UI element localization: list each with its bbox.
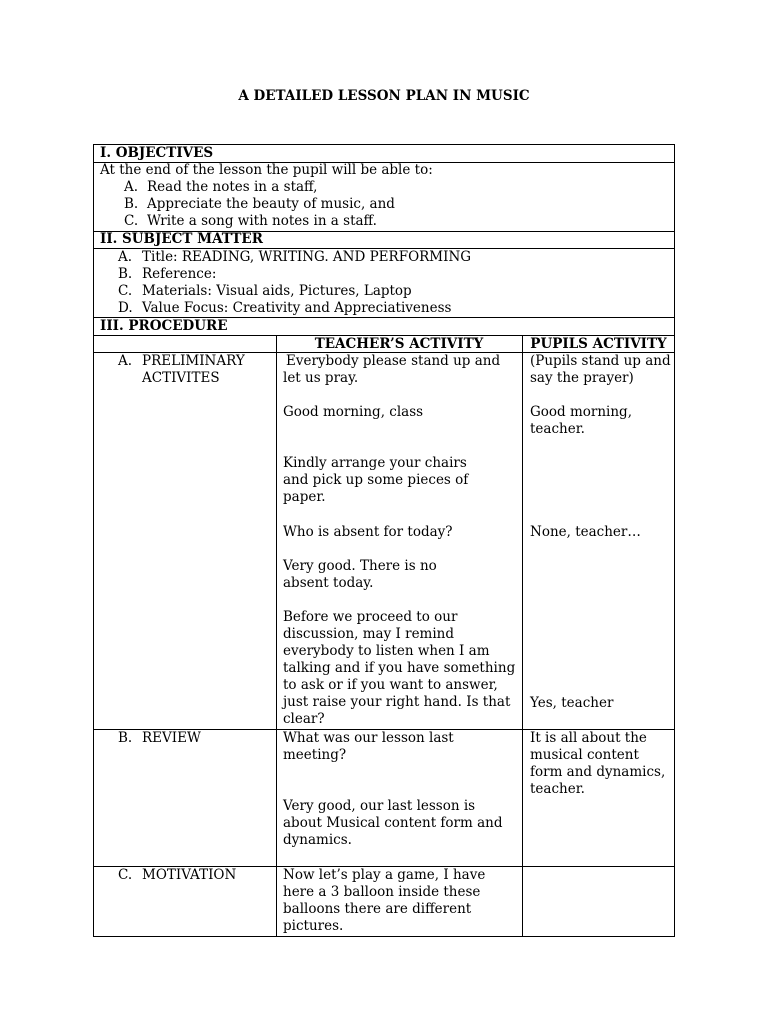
list-letter: A. (124, 179, 139, 195)
teacher-line: Good morning, class (283, 404, 424, 420)
list-letter: C. (118, 283, 133, 299)
teacher-line: Kindly arrange your chairs and pick up some pieces of paper. (283, 455, 469, 505)
section-letter: A. (118, 353, 133, 369)
list-letter: B. (124, 196, 139, 212)
list-letter: D. (118, 300, 133, 316)
pupil-line: Yes, teacher (530, 695, 614, 711)
teacher-line: Very good, our last lesson is about Musical content form and dynamics. (283, 798, 503, 848)
list-letter: C. (124, 213, 139, 229)
section-name: MOTIVATION (142, 867, 237, 883)
pupil-line: Good morning, teacher. (530, 404, 632, 437)
list-item-text: Reference: (142, 266, 217, 282)
list-item-text: Appreciate the beauty of music, and (147, 196, 395, 212)
pupil-line: None, teacher… (530, 524, 641, 540)
column-header-teacher: TEACHER’S ACTIVITY (314, 336, 484, 352)
teacher-line: What was our lesson last meeting? (283, 730, 454, 763)
teacher-line: Now let’s play a game, I have here a 3 balloon inside these balloons there are different pictures. (283, 867, 486, 934)
section-name-cont: ACTIVITES (142, 370, 220, 386)
list-letter: A. (118, 249, 133, 265)
column-header-pupils: PUPILS ACTIVITY (530, 336, 667, 352)
list-item-text: Value Focus: Creativity and Appreciativeness (142, 300, 452, 316)
section-letter: B. (118, 730, 133, 746)
list-item-text: Read the notes in a staff, (147, 179, 318, 195)
objectives-heading: I. OBJECTIVES (100, 145, 214, 161)
teacher-line: Everybody please stand up and let us pray. (283, 353, 501, 386)
teacher-line: Before we proceed to our discussion, may I remind everybody to listen when I am talking and if you have something to ask or if you want to answer, just raise your right hand. Is that clear? (283, 609, 516, 727)
section-name: REVIEW (142, 730, 201, 746)
teacher-line: Very good. There is no absent today. (283, 558, 437, 591)
section-letter: C. (118, 867, 133, 883)
column-divider-2 (522, 335, 523, 937)
pupil-line: (Pupils stand up and say the prayer) (530, 353, 671, 386)
pupil-line: It is all about the musical content form and dynamics, teacher. (530, 730, 666, 797)
procedure-heading: III. PROCEDURE (100, 318, 228, 334)
objectives-intro: At the end of the lesson the pupil will be able to: (100, 162, 433, 178)
subject-matter-heading: II. SUBJECT MATTER (100, 231, 263, 247)
list-item-text: Title: READING, WRITING. AND PERFORMING (142, 249, 472, 265)
list-item-text: Write a song with notes in a staff. (147, 213, 377, 229)
list-letter: B. (118, 266, 133, 282)
section-name: PRELIMINARY (142, 353, 245, 369)
teacher-line: Who is absent for today? (283, 524, 453, 540)
column-divider-1 (276, 335, 277, 937)
document-title: A DETAILED LESSON PLAN IN MUSIC (238, 88, 530, 104)
list-item-text: Materials: Visual aids, Pictures, Laptop (142, 283, 412, 299)
